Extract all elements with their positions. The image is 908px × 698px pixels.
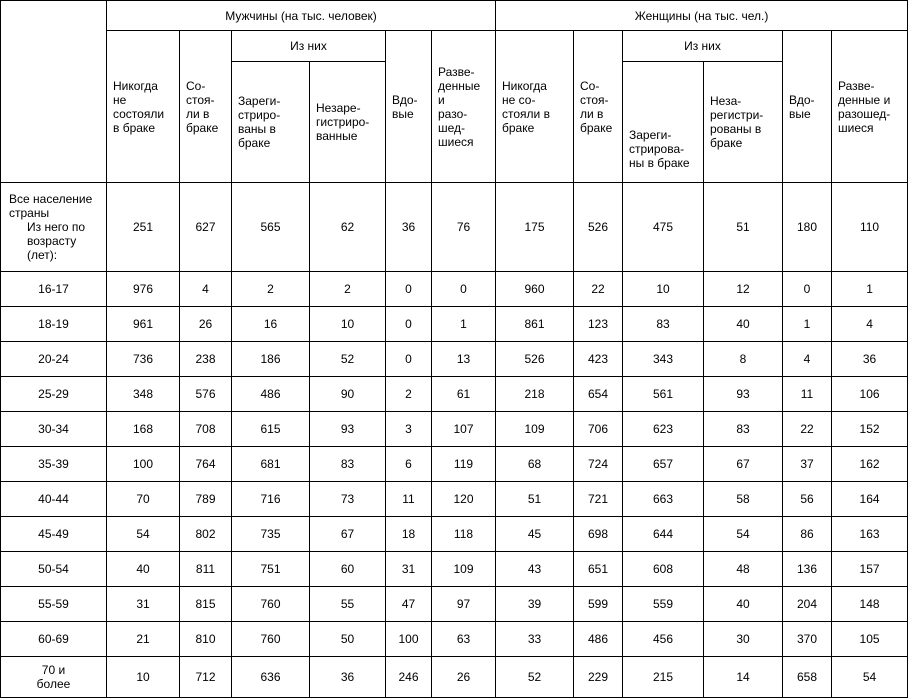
cell-value: 681: [232, 447, 310, 482]
cell-value: 120: [432, 482, 496, 517]
cell-value: 61: [432, 377, 496, 412]
text-line: шед-: [438, 120, 466, 135]
cell-value: 0: [386, 342, 432, 377]
row-label: 50-54: [1, 552, 107, 587]
cell-value: 1: [432, 307, 496, 342]
cell-value: 22: [574, 272, 623, 307]
cell-value: 370: [783, 622, 832, 657]
text-line: Зареги-: [238, 94, 281, 108]
cell-value: 526: [574, 183, 623, 272]
cell-value: 164: [832, 482, 908, 517]
cell-value: 48: [704, 552, 783, 587]
cell-value: 109: [432, 552, 496, 587]
men-col-never: [107, 31, 180, 183]
text-line: вые: [392, 106, 414, 121]
row-label-total: [1, 183, 107, 272]
text-line: рованы в: [710, 122, 762, 136]
cell-value: 218: [496, 377, 574, 412]
text-line: браке: [502, 120, 535, 135]
cell-value: 14: [704, 657, 783, 698]
cell-value: 204: [783, 587, 832, 622]
cell-value: 31: [107, 587, 180, 622]
cell-value: 10: [623, 272, 704, 307]
cell-value: 73: [310, 482, 386, 517]
cell-value: 55: [310, 587, 386, 622]
cell-value: 576: [180, 377, 232, 412]
cell-value: 162: [832, 447, 908, 482]
cell-value: 698: [574, 517, 623, 552]
table-row: [1, 412, 908, 447]
cell-value: 627: [180, 183, 232, 272]
cell-value: 229: [574, 657, 623, 698]
text-line: ванные: [316, 129, 358, 143]
cell-value: 68: [496, 447, 574, 482]
table-row: [1, 552, 908, 587]
women-group-header: Женщины (на тыс. чел.): [496, 1, 908, 31]
text-line: Со-: [580, 78, 600, 93]
cell-value: 0: [386, 272, 432, 307]
cell-value: 18: [386, 517, 432, 552]
cell-value: 30: [704, 622, 783, 657]
cell-value: 976: [107, 272, 180, 307]
cell-value: 90: [310, 377, 386, 412]
cell-value: 148: [832, 587, 908, 622]
cell-value: 123: [574, 307, 623, 342]
cell-value: 475: [623, 183, 704, 272]
cell-value: 31: [386, 552, 432, 587]
table-row: [1, 517, 908, 552]
cell-value: 107: [432, 412, 496, 447]
cell-value: 960: [496, 272, 574, 307]
cell-value: 10: [310, 307, 386, 342]
cell-value: 152: [832, 412, 908, 447]
cell-value: 58: [704, 482, 783, 517]
table-row: [1, 482, 908, 517]
cell-value: 13: [432, 342, 496, 377]
men-col-unregistered: [310, 62, 386, 183]
text-line: в браке: [113, 120, 155, 135]
cell-value: 735: [232, 517, 310, 552]
cell-value: 486: [232, 377, 310, 412]
cell-value: 43: [496, 552, 574, 587]
cell-value: 175: [496, 183, 574, 272]
table-row: [1, 622, 908, 657]
text-line: вые: [789, 106, 811, 121]
row-label: 25-29: [1, 377, 107, 412]
total-label: [9, 192, 103, 220]
text-line: Разве-: [438, 64, 475, 79]
women-of-them-header: Из них: [623, 31, 783, 62]
text-line: ны в браке: [629, 156, 690, 170]
cell-value: 215: [623, 657, 704, 698]
cell-value: 52: [496, 657, 574, 698]
row-label: 45-49: [1, 517, 107, 552]
text-line: денные: [438, 78, 481, 93]
cell-value: 343: [623, 342, 704, 377]
cell-value: 348: [107, 377, 180, 412]
men-col-divorced: [432, 31, 496, 183]
cell-value: 246: [386, 657, 432, 698]
cell-value: 559: [623, 587, 704, 622]
cell-value: 52: [310, 342, 386, 377]
cell-value: 51: [496, 482, 574, 517]
cell-value: 608: [623, 552, 704, 587]
text-line: стрирова-: [629, 142, 685, 156]
cell-value: 0: [432, 272, 496, 307]
text-line: Никогда: [113, 78, 158, 93]
women-col-divorced: [832, 31, 908, 183]
cell-value: 760: [232, 587, 310, 622]
header-row-groups: [1, 1, 908, 31]
text-line: (лет):: [27, 248, 58, 262]
cell-value: 163: [832, 517, 908, 552]
cell-value: 40: [704, 307, 783, 342]
cell-value: 83: [704, 412, 783, 447]
text-line: шиеся: [838, 120, 874, 135]
cell-value: 456: [623, 622, 704, 657]
cell-value: 51: [704, 183, 783, 272]
cell-value: 37: [783, 447, 832, 482]
cell-value: 67: [310, 517, 386, 552]
corner-cell: [1, 1, 107, 183]
header-row-subgroups: [1, 31, 908, 62]
women-col-registered: [623, 62, 704, 183]
cell-value: 110: [832, 183, 908, 272]
cell-value: 63: [432, 622, 496, 657]
cell-value: 0: [783, 272, 832, 307]
cell-value: 8: [704, 342, 783, 377]
table-row-total: [1, 183, 908, 272]
cell-value: 4: [783, 342, 832, 377]
cell-value: 93: [310, 412, 386, 447]
text-line: стояли в: [502, 106, 550, 121]
cell-value: 100: [386, 622, 432, 657]
cell-value: 40: [704, 587, 783, 622]
cell-value: 67: [704, 447, 783, 482]
cell-value: 21: [107, 622, 180, 657]
text-line: браке: [580, 120, 613, 135]
table-row-last: [1, 657, 908, 698]
cell-value: 36: [310, 657, 386, 698]
cell-value: 1: [832, 272, 908, 307]
text-line: разо-: [438, 106, 468, 121]
cell-value: 6: [386, 447, 432, 482]
text-line: ли в: [580, 106, 604, 121]
cell-value: 26: [180, 307, 232, 342]
cell-value: 47: [386, 587, 432, 622]
text-line: не: [113, 92, 127, 107]
row-label: 40-44: [1, 482, 107, 517]
cell-value: 22: [783, 412, 832, 447]
cell-value: 599: [574, 587, 623, 622]
cell-value: 615: [232, 412, 310, 447]
cell-value: 861: [496, 307, 574, 342]
text-line: браке: [238, 136, 271, 150]
cell-value: 97: [432, 587, 496, 622]
cell-value: 708: [180, 412, 232, 447]
table-row: [1, 377, 908, 412]
cell-value: 83: [623, 307, 704, 342]
cell-value: 2: [310, 272, 386, 307]
cell-value: 654: [574, 377, 623, 412]
cell-value: 86: [783, 517, 832, 552]
cell-value: 2: [386, 377, 432, 412]
women-col-widowed: [783, 31, 832, 183]
cell-value: 118: [432, 517, 496, 552]
cell-value: 651: [574, 552, 623, 587]
cell-value: 186: [232, 342, 310, 377]
cell-value: 760: [232, 622, 310, 657]
table-row: [1, 307, 908, 342]
cell-value: 706: [574, 412, 623, 447]
cell-value: 100: [107, 447, 180, 482]
cell-value: 789: [180, 482, 232, 517]
men-col-married: [180, 31, 232, 183]
cell-value: 636: [232, 657, 310, 698]
text-line: гистриро-: [316, 115, 370, 129]
cell-value: 109: [496, 412, 574, 447]
cell-value: 1: [783, 307, 832, 342]
cell-value: 26: [432, 657, 496, 698]
cell-value: 4: [180, 272, 232, 307]
cell-value: 70: [107, 482, 180, 517]
text-line: стоя-: [580, 92, 609, 107]
text-line: возрасту: [27, 234, 77, 248]
table-row: [1, 447, 908, 482]
row-label: 16-17: [1, 272, 107, 307]
text-line: Зареги-: [629, 128, 672, 142]
row-label: 60-69: [1, 622, 107, 657]
cell-value: 168: [107, 412, 180, 447]
cell-value: 815: [180, 587, 232, 622]
cell-value: 0: [386, 307, 432, 342]
text-line: стриро-: [238, 108, 281, 122]
cell-value: 526: [496, 342, 574, 377]
text-line: более: [36, 677, 71, 691]
cell-value: 658: [783, 657, 832, 698]
cell-value: 119: [432, 447, 496, 482]
text-line: Неза-: [710, 94, 742, 108]
cell-value: 54: [704, 517, 783, 552]
text-line: Разве-: [838, 78, 875, 93]
table-row: [1, 587, 908, 622]
cell-value: 657: [623, 447, 704, 482]
cell-value: 736: [107, 342, 180, 377]
cell-value: 764: [180, 447, 232, 482]
text-line: стоя-: [186, 92, 215, 107]
cell-value: 623: [623, 412, 704, 447]
cell-value: 4: [832, 307, 908, 342]
text-line: Вдо-: [789, 92, 815, 107]
cell-value: 106: [832, 377, 908, 412]
cell-value: 83: [310, 447, 386, 482]
text-line: ли в: [186, 106, 210, 121]
table-body: [1, 183, 908, 698]
cell-value: 802: [180, 517, 232, 552]
cell-value: 36: [832, 342, 908, 377]
text-line: разошед-: [838, 106, 891, 121]
text-line: Вдо-: [392, 92, 418, 107]
cell-value: 716: [232, 482, 310, 517]
text-line: Никогда: [502, 78, 547, 93]
cell-value: 136: [783, 552, 832, 587]
cell-value: 712: [180, 657, 232, 698]
cell-value: 180: [783, 183, 832, 272]
cell-value: 811: [180, 552, 232, 587]
cell-value: 12: [704, 272, 783, 307]
women-col-married: [574, 31, 623, 183]
text-line: состояли: [113, 106, 165, 121]
cell-value: 54: [107, 517, 180, 552]
cell-value: 561: [623, 377, 704, 412]
cell-value: 36: [386, 183, 432, 272]
table-row: [1, 342, 908, 377]
text-line: Незаре-: [316, 101, 361, 115]
men-group-header: Мужчины (на тыс. человек): [107, 1, 496, 31]
total-sublabel: [9, 220, 103, 262]
text-line: не со-: [502, 92, 536, 107]
row-label: 35-39: [1, 447, 107, 482]
text-line: ваны в: [238, 122, 276, 136]
cell-value: 810: [180, 622, 232, 657]
cell-value: 3: [386, 412, 432, 447]
text-line: Из него по: [27, 220, 86, 234]
text-line: регистри-: [710, 108, 764, 122]
cell-value: 251: [107, 183, 180, 272]
cell-value: 721: [574, 482, 623, 517]
text-line: 70 и: [41, 663, 66, 677]
cell-value: 40: [107, 552, 180, 587]
cell-value: 751: [232, 552, 310, 587]
text-line: шиеся: [438, 134, 474, 149]
cell-value: 724: [574, 447, 623, 482]
cell-value: 11: [783, 377, 832, 412]
cell-value: 565: [232, 183, 310, 272]
men-col-registered: [232, 62, 310, 183]
row-label: 55-59: [1, 587, 107, 622]
text-line: и: [438, 92, 445, 107]
cell-value: 16: [232, 307, 310, 342]
cell-value: 60: [310, 552, 386, 587]
row-label: 20-24: [1, 342, 107, 377]
row-label: 30-34: [1, 412, 107, 447]
cell-value: 62: [310, 183, 386, 272]
cell-value: 39: [496, 587, 574, 622]
cell-value: 423: [574, 342, 623, 377]
cell-value: 2: [232, 272, 310, 307]
cell-value: 56: [783, 482, 832, 517]
row-label: 18-19: [1, 307, 107, 342]
cell-value: 11: [386, 482, 432, 517]
women-col-never: [496, 31, 574, 183]
cell-value: 238: [180, 342, 232, 377]
cell-value: 105: [832, 622, 908, 657]
cell-value: 644: [623, 517, 704, 552]
cell-value: 76: [432, 183, 496, 272]
text-line: страны: [9, 206, 50, 220]
men-col-widowed: [386, 31, 432, 183]
cell-value: 486: [574, 622, 623, 657]
cell-value: 663: [623, 482, 704, 517]
women-col-unregistered: [704, 62, 783, 183]
text-line: денные и: [838, 92, 891, 107]
table-row: [1, 272, 908, 307]
cell-value: 10: [107, 657, 180, 698]
cell-value: 157: [832, 552, 908, 587]
cell-value: 93: [704, 377, 783, 412]
cell-value: 33: [496, 622, 574, 657]
row-label-last: [1, 657, 107, 698]
text-line: Со-: [186, 78, 206, 93]
text-line: браке: [710, 136, 743, 150]
text-line: Все население: [9, 192, 93, 206]
cell-value: 50: [310, 622, 386, 657]
cell-value: 45: [496, 517, 574, 552]
men-of-them-header: Из них: [232, 31, 386, 62]
cell-value: 961: [107, 307, 180, 342]
text-line: браке: [186, 120, 219, 135]
cell-value: 54: [832, 657, 908, 698]
